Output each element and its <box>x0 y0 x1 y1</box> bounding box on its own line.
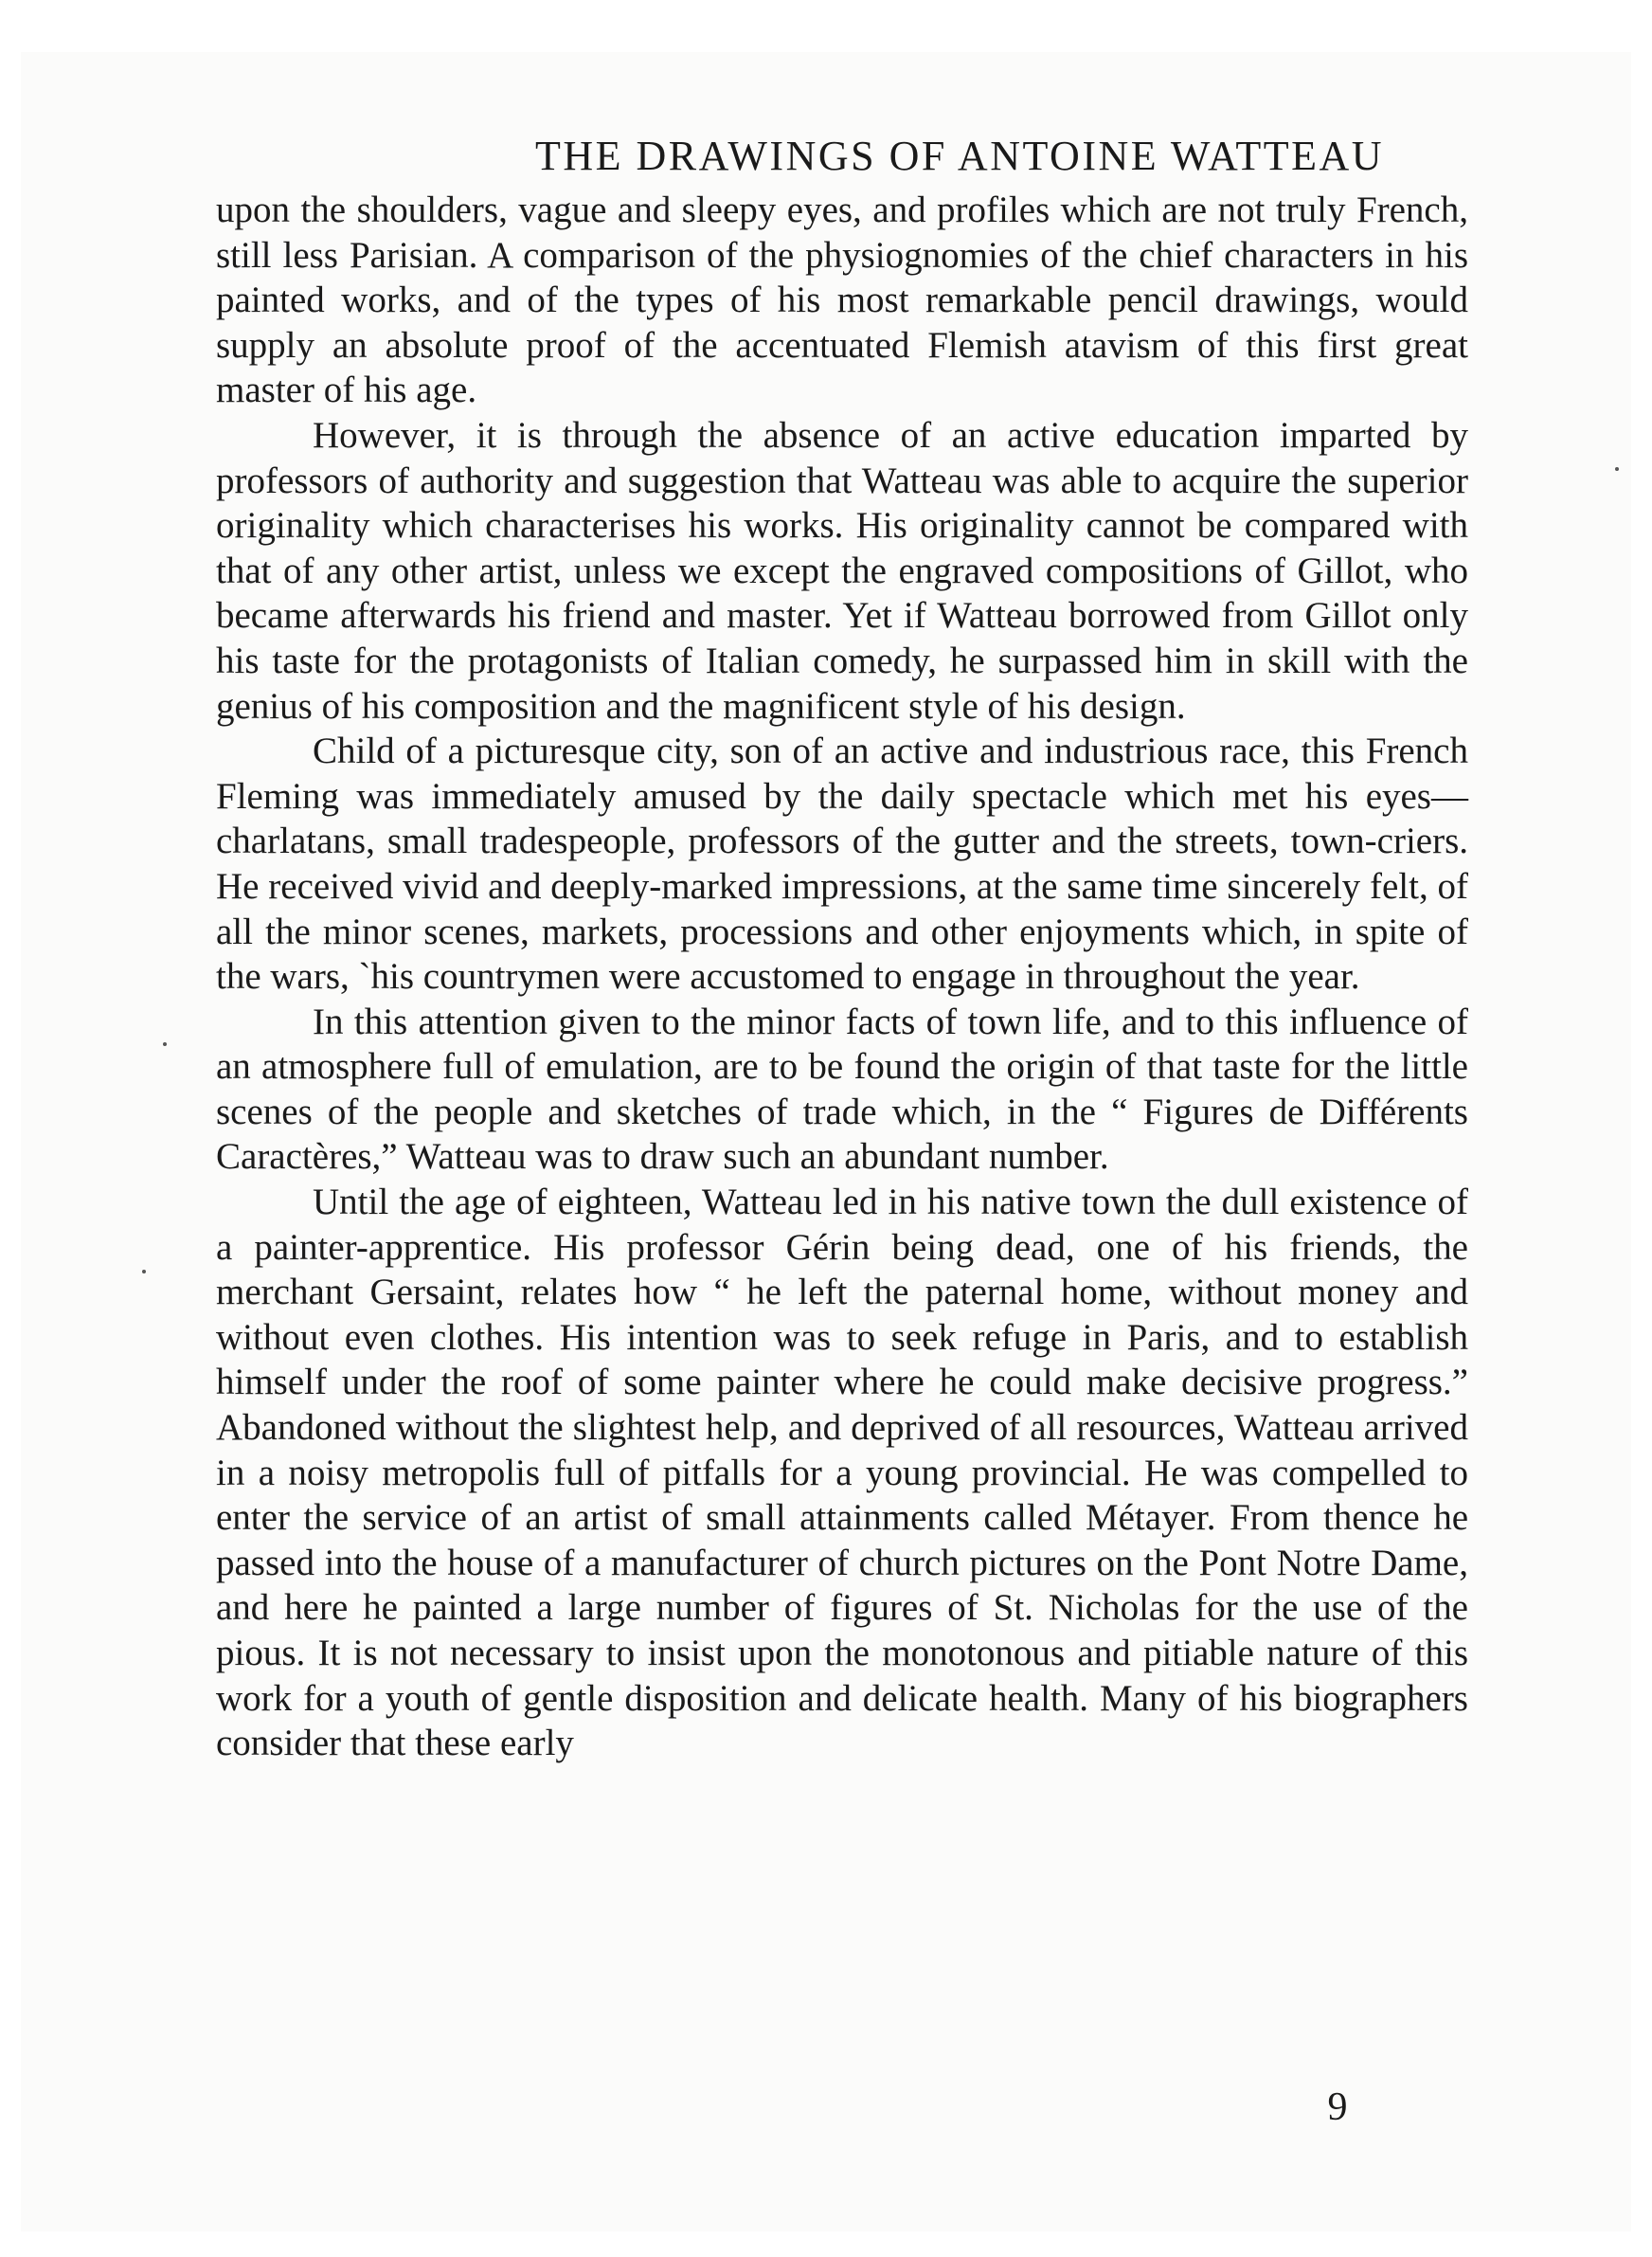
scan-speck <box>163 1042 167 1046</box>
scan-speck <box>142 1270 146 1273</box>
body-text <box>216 188 1468 1766</box>
paragraph-4: In this attention given to the minor facts of town life, and to this influence of an atmosphere full of emulation, are to be found the origin of that taste for the little scenes of the people and sketches of trade which, in the “ Figures de Différents Caractères,” Watteau was to draw such an abundant number. <box>216 1001 1468 1178</box>
paragraph-3: Child of a picturesque city, son of an active and industrious race, this French Fleming was immediately amused by the daily spectacle which met his eyes—charlatans, small tradespeople, professors of the gutter and the streets, town-criers. He received vivid and deeply-marked impressions, at the same time sincerely felt, of all the minor scenes, markets, processions and other enjoyments which, in spite of the wars, `his countrymen were accustomed to engage in throughout the year. <box>216 731 1468 998</box>
paragraph-2: However, it is through the absence of an active education imparted by professors of authority and suggestion that Watteau was able to acquire the superior originality which characterises his works. His originality cannot be compared with that of any other artist, unless we except the engraved compositions of Gillot, who became afterwards his friend and master. Yet if Watteau borrowed from Gillot only his taste for the protagonists of Italian comedy, he surpassed him in skill with the genius of his composition and the magnificent style of his design. <box>216 414 1468 727</box>
paragraph-1: upon the shoulders, vague and sleepy eyes, and profiles which are not truly French, still less Parisian. A comparison of the physiognomies of the chief characters in his painted works, and of the types of his most remarkable pencil drawings, would supply an absolute proof of the accentuated Flemish atavism of this first great master of his age. <box>216 190 1468 411</box>
running-head: THE DRAWINGS OF ANTOINE WATTEAU <box>535 133 1385 179</box>
scan-speck <box>1615 467 1619 471</box>
paragraph-5: Until the age of eighteen, Watteau led in his native town the dull existence of a painter-apprentice. His professor Gérin being dead, one of his friends, the merchant Gersaint, relates how “ he left the paternal home, without money and without even clothes. His intention was to seek refuge in Paris, and to establish himself under the roof of some painter where he could make decisive progress.” Abandoned without the slightest help, and deprived of all resources, Watteau arrived in a noisy metropolis full of pitfalls for a young provincial. He was compelled to enter the service of an artist of small attainments called Métayer. From thence he passed into the house of a manufacturer of church pictures on the Pont Notre Dame, and here he painted a large number of figures of St. Nicholas for the use of the pious. It is not necessary to insist upon the monotonous and pitiable nature of this work for a youth of gentle disposition and delicate health. Many of his biographers consider that these early <box>216 1182 1468 1764</box>
page-number: 9 <box>1327 2085 1348 2129</box>
